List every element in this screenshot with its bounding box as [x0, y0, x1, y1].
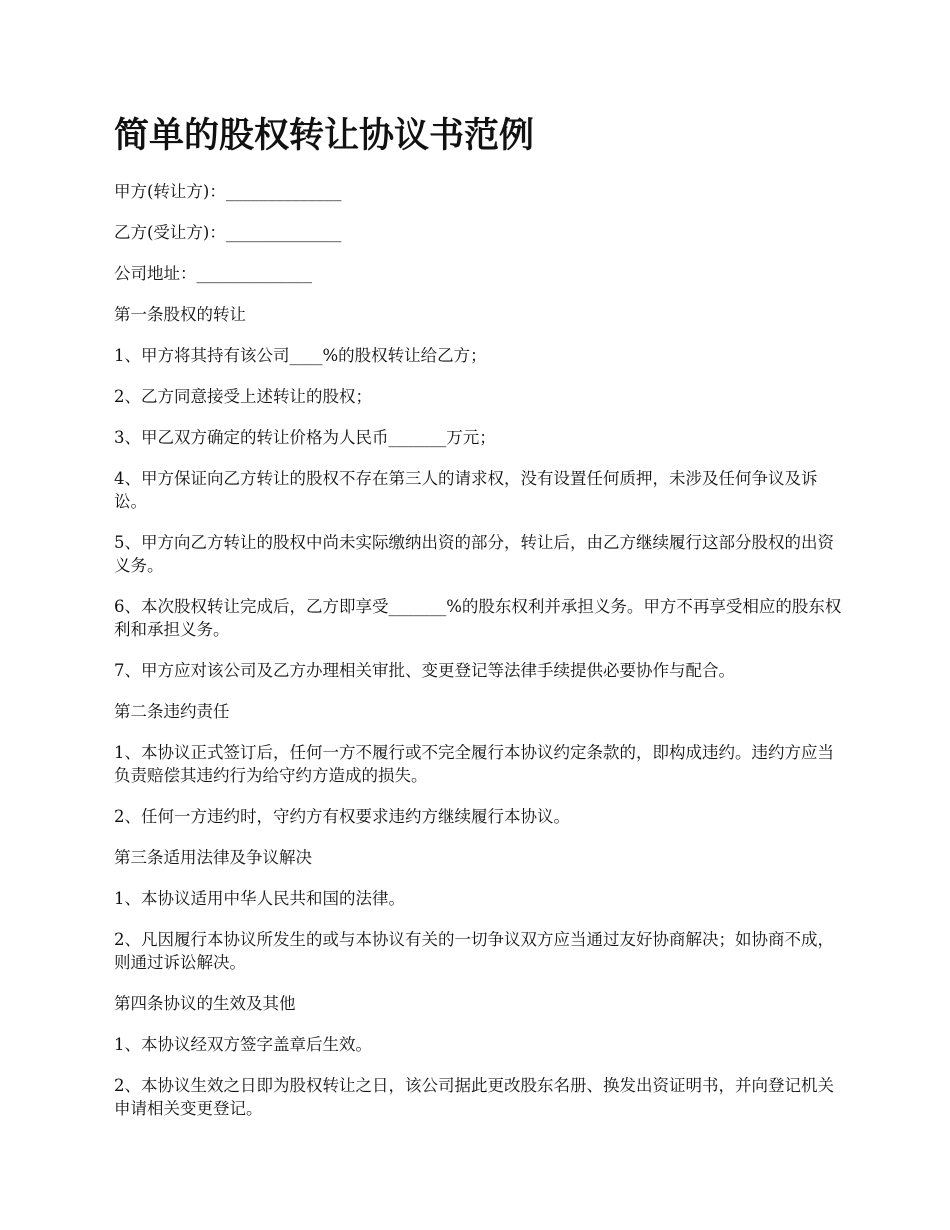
article-4-clause-2: 2、本协议生效之日即为股权转让之日，该公司据此更改股东名册、换发出资证明书，并向登记机关申请相关变更登记。	[114, 1076, 834, 1118]
article-3-clause-2: 2、凡因履行本协议所发生的或与本协议有关的一切争议双方应当通过友好协商解决；如协商不成，则通过诉讼解决。	[114, 930, 834, 972]
field-company-address	[114, 262, 844, 285]
article-4-clause-1: 1、本协议经双方签字盖章后生效。	[114, 1035, 372, 1054]
article-1-clause-4: 4、甲方保证向乙方转让的股权不存在第三人的请求权，没有设置任何质押，未涉及任何争议及诉讼。	[114, 469, 818, 511]
field-label: 乙方(受让方)：	[114, 223, 226, 242]
field-blank: ______________	[225, 182, 342, 201]
article-1-clause-2: 2、乙方同意接受上述转让的股权；	[114, 387, 372, 406]
article-1-clause-1: 1、甲方将其持有该公司____%的股权转让给乙方；	[114, 346, 487, 365]
article-2-heading: 第二条违约责任	[114, 702, 230, 721]
article-4-heading: 第四条协议的生效及其他	[114, 994, 296, 1013]
field-label: 公司地址：	[114, 264, 197, 283]
article-1-heading: 第一条股权的转让	[114, 305, 246, 324]
article-1-clause-7: 7、甲方应对该公司及乙方办理相关审批、变更登记等法律手续提供必要协作与配合。	[114, 661, 735, 680]
field-transferee	[114, 221, 844, 244]
article-1-clause-3: 3、甲乙双方确定的转让价格为人民币_______万元；	[114, 428, 496, 447]
article-3-clause-1: 1、本协议适用中华人民共和国的法律。	[114, 889, 405, 908]
article-1-clause-6: 6、本次股权转让完成后，乙方即享受_______%的股东权利并承担义务。甲方不再享受相应的股东权利和承担义务。	[114, 597, 842, 639]
document-title: 简单的股权转让协议书范例	[114, 116, 535, 156]
document-body	[114, 180, 844, 1138]
field-blank: ______________	[196, 264, 312, 283]
article-1-clause-5: 5、甲方向乙方转让的股权中尚未实际缴纳出资的部分，转让后，由乙方继续履行这部分股权的出资义务。	[114, 533, 834, 575]
article-2-clause-2: 2、任何一方违约时，守约方有权要求违约方继续履行本协议。	[114, 807, 570, 826]
article-2-clause-1: 1、本协议正式签订后，任何一方不履行或不完全履行本协议约定条款的，即构成违约。违约方应当负责赔偿其违约行为给守约方造成的损失。	[114, 743, 834, 785]
article-3-heading: 第三条适用法律及争议解决	[114, 848, 312, 867]
field-label: 甲方(转让方)：	[114, 182, 226, 201]
field-transferor	[114, 180, 844, 203]
field-blank: ______________	[225, 223, 342, 242]
